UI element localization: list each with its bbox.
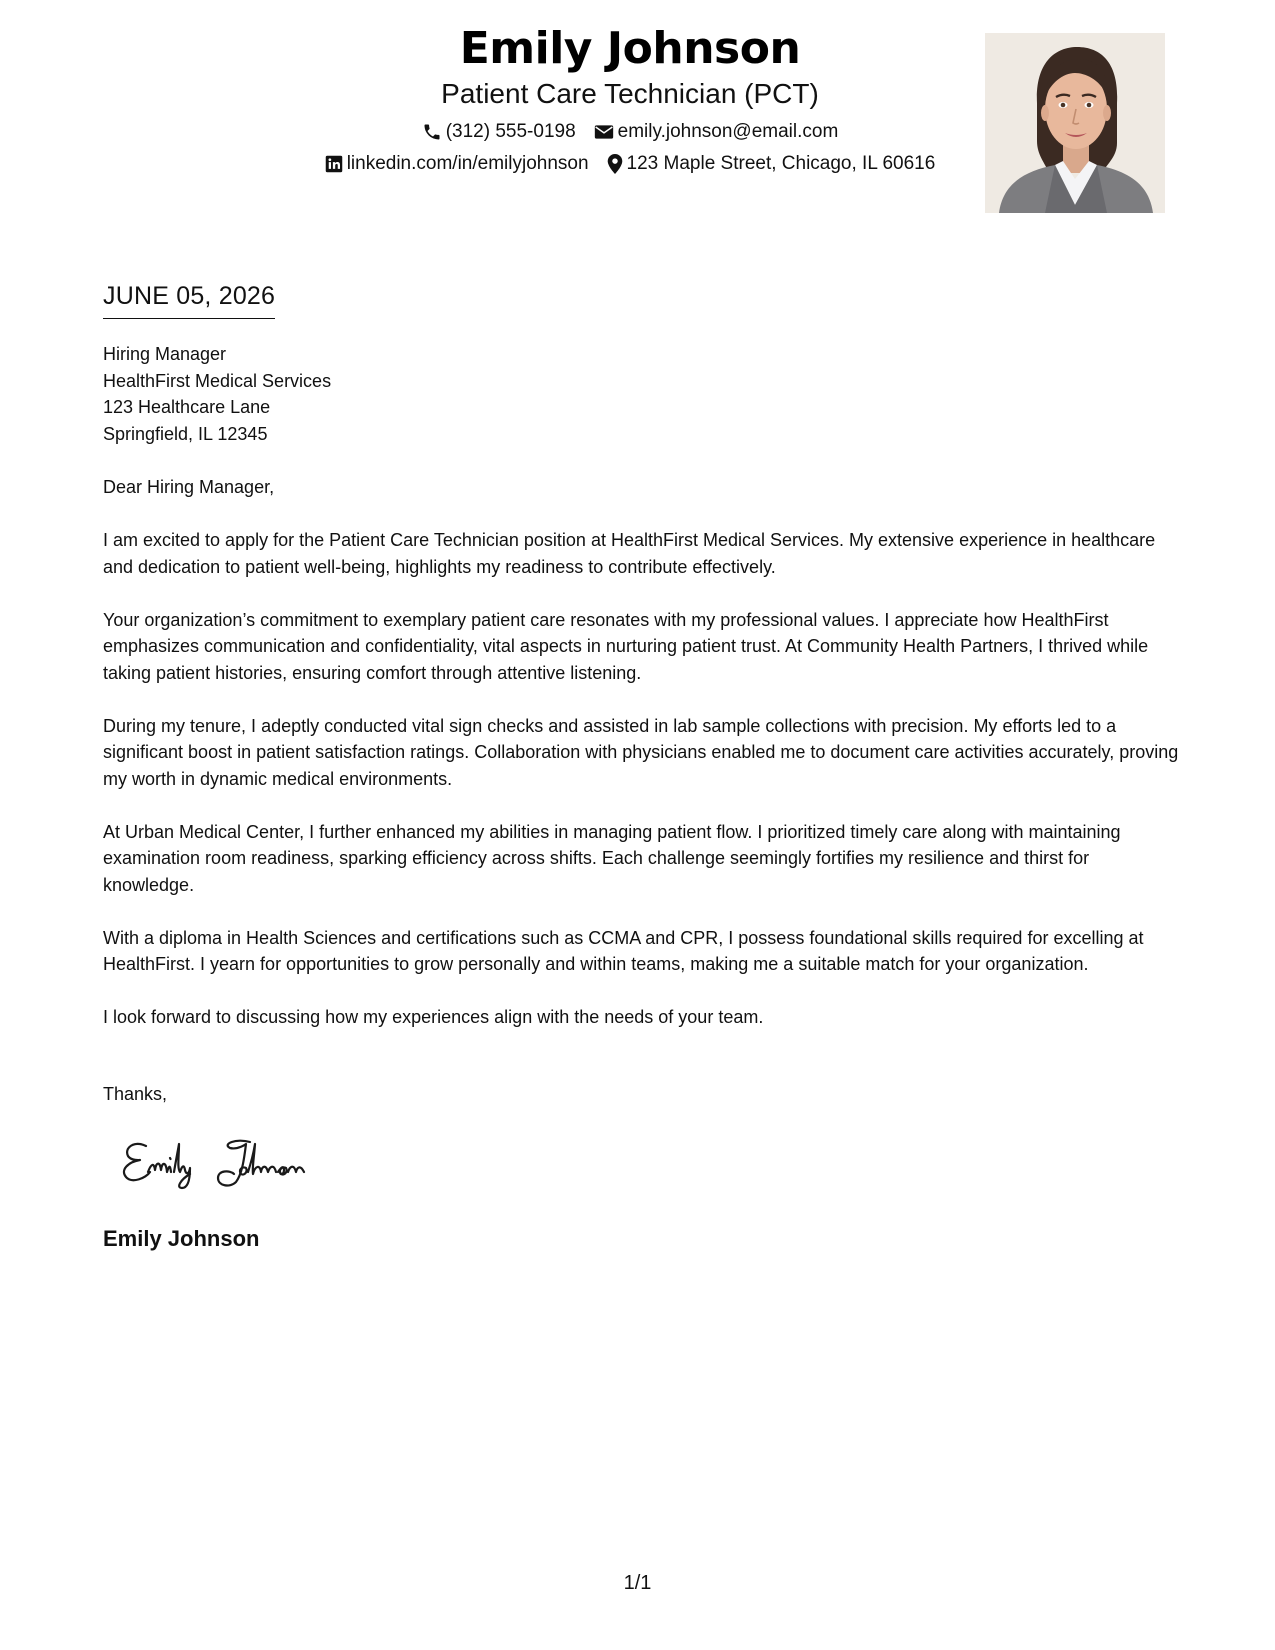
contact-row-1 bbox=[280, 120, 980, 144]
phone-number: (312) 555-0198 bbox=[445, 121, 576, 142]
paragraph-5: With a diploma in Health Sciences and certifications such as CCMA and CPR, I possess foundational skills required for excelling at HealthFirst. I yearn for opportunities to grow personally and within teams, making me a suitable match for your organization. bbox=[103, 927, 1144, 974]
applicant-name: Emily Johnson bbox=[459, 23, 801, 74]
paragraph-4: At Urban Medical Center, I further enhanced my abilities in managing patient flow. I prioritized timely care along with maintaining examination room readiness, sparking efficiency across shifts. Each challenge seemingly fortifies my resilience and thirst for knowledge. bbox=[103, 821, 1121, 895]
recipient-company: HealthFirst Medical Services bbox=[103, 370, 332, 391]
contact-row-2 bbox=[280, 152, 980, 176]
letter-body bbox=[103, 474, 1183, 1057]
address-contact bbox=[607, 152, 936, 176]
greeting: Dear Hiring Manager, bbox=[103, 477, 275, 497]
page-number: 1/1 bbox=[623, 1572, 652, 1594]
signer-name: Emily Johnson bbox=[103, 1226, 260, 1251]
phone-icon bbox=[422, 122, 442, 142]
letter-date: JUNE 05, 2026 bbox=[103, 280, 275, 319]
phone-contact bbox=[422, 120, 576, 144]
handwritten-signature bbox=[118, 1130, 358, 1190]
job-title: Patient Care Technician (PCT) bbox=[441, 78, 819, 109]
recipient-street: 123 Healthcare Lane bbox=[103, 397, 271, 417]
recipient-address bbox=[103, 341, 331, 447]
envelope-icon bbox=[594, 123, 614, 141]
paragraph-2: Your organization’s commitment to exemplary patient care resonates with my professional values. I appreciate how HealthFirst emphasizes communication and confidentiality, vital aspects in nurturing patient trust. At Community Health Partners, I thrived while taking patient histories, ensuring comfort through attentive listening. bbox=[103, 609, 1149, 683]
linkedin-contact bbox=[325, 152, 589, 176]
closing: Thanks, bbox=[103, 1084, 168, 1104]
linkedin-icon bbox=[325, 155, 343, 173]
header bbox=[280, 22, 980, 176]
recipient-title: Hiring Manager bbox=[103, 344, 227, 364]
linkedin-url: linkedin.com/in/emilyjohnson bbox=[346, 153, 589, 174]
date-block bbox=[103, 280, 275, 319]
profile-photo bbox=[985, 33, 1165, 213]
paragraph-6: I look forward to discussing how my experiences align with the needs of your team. bbox=[103, 1007, 764, 1027]
paragraph-3: During my tenure, I adeptly conducted vital sign checks and assisted in lab sample collections with precision. My efforts led to a significant boost in patient satisfaction ratings. Collaboration with physicians enabled me to document care activities accurately, proving my worth in dynamic medical environments. bbox=[103, 715, 1179, 789]
mailing-address: 123 Maple Street, Chicago, IL 60616 bbox=[626, 153, 936, 174]
map-marker-icon bbox=[607, 154, 623, 174]
email-contact bbox=[594, 120, 839, 144]
email-address: emily.johnson@email.com bbox=[617, 121, 839, 142]
recipient-city: Springfield, IL 12345 bbox=[103, 423, 268, 444]
paragraph-1: I am excited to apply for the Patient Care Technician position at HealthFirst Medical Services. My extensive experience in healthcare and dedication to patient well-being, highlights my readiness to contribute effectively. bbox=[103, 530, 1156, 577]
